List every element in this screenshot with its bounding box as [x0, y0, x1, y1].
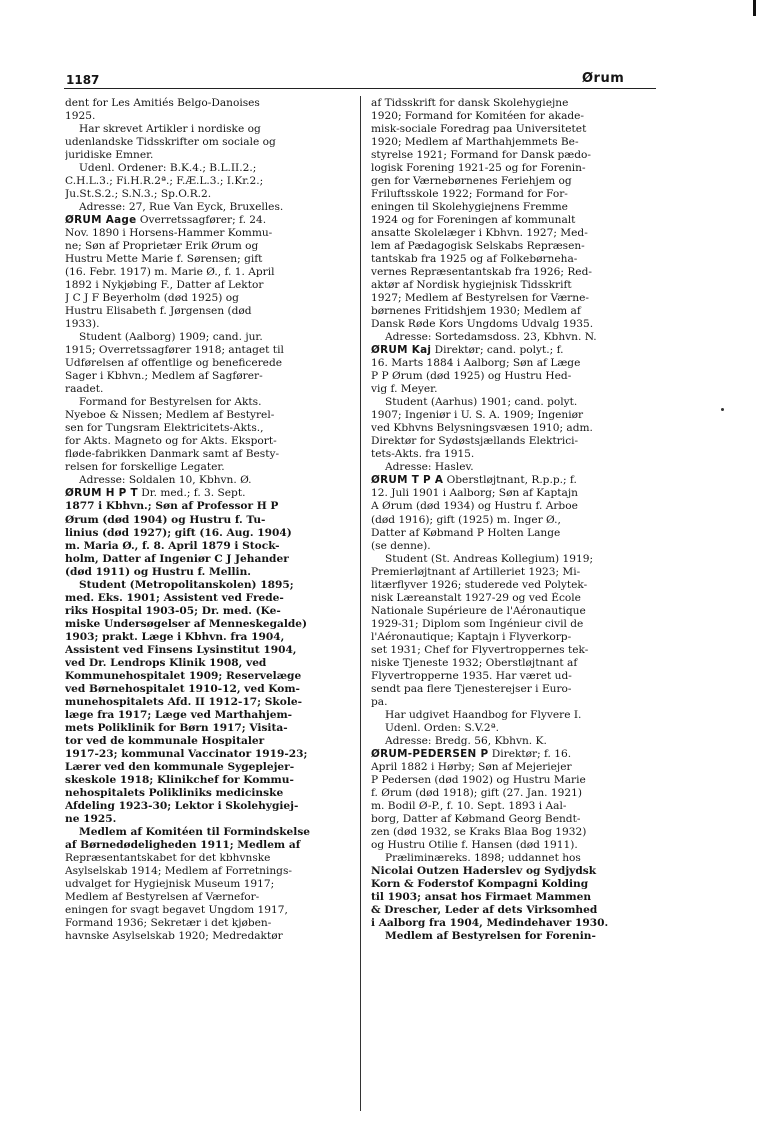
right-column	[371, 97, 647, 1112]
line-text: 1925.	[65, 110, 96, 123]
line-text: linius (død 1927); gift (16. Aug. 1904)	[65, 526, 292, 539]
text-line	[65, 891, 341, 904]
entry-headword: ØRUM-PEDERSEN P	[371, 747, 489, 760]
text-line	[371, 761, 647, 774]
line-text: Udenl. Ordener: B.K.4.; B.L.II.2.;	[79, 162, 257, 175]
line-text: 12. Juli 1901 i Aalborg; Søn af Kaptajn	[371, 487, 578, 500]
line-text: relsen for forskellige Legater.	[65, 461, 225, 474]
text-line	[371, 878, 647, 891]
line-text: 1907; Ingeniør i U. S. A. 1909; Ingeniør	[371, 409, 584, 422]
line-text: sen for Tungsram Elektricitets-Akts.,	[65, 422, 264, 435]
text-line	[371, 618, 647, 631]
line-text: riks Hospital 1903-05; Dr. med. (Ke-	[65, 604, 281, 617]
line-text: 1915; Overretssagfører 1918; antaget til	[65, 344, 284, 357]
line-text: ved Børnehospitalet 1910-12, ved Kom-	[65, 682, 300, 695]
text-line	[65, 605, 341, 618]
line-text: Repræsentantskabet for det kbhvnske	[65, 851, 271, 864]
line-text: A Ørum (død 1934) og Hustru f. Arboe	[371, 500, 578, 513]
text-line	[371, 279, 647, 292]
line-text: Nov. 1890 i Horsens-Hammer Kommu-	[65, 227, 273, 240]
line-text: og Hustru Otilie f. Hansen (død 1911).	[371, 838, 578, 851]
line-text: Flyvertropperne 1935. Har været ud-	[371, 669, 572, 682]
text-line	[65, 839, 341, 852]
line-text: Medlem af Komitéen til Formindskelse	[79, 825, 311, 838]
text-line	[371, 930, 647, 943]
text-line	[65, 566, 341, 579]
text-line	[65, 553, 341, 566]
text-line	[65, 474, 341, 487]
text-line	[65, 266, 341, 279]
line-text: Kommunehospitalet 1909; Reservelæge	[65, 669, 302, 682]
line-text: J C J F Beyerholm (død 1925) og	[65, 292, 239, 305]
text-line	[371, 435, 647, 448]
line-text: Har skrevet Artikler i nordiske og	[79, 123, 261, 136]
text-line	[65, 435, 341, 448]
text-line	[65, 240, 341, 253]
line-text: (se denne).	[371, 539, 431, 552]
line-text: vig f. Meyer.	[371, 383, 438, 396]
line-text: 1892 i Nykjøbing F., Datter af Lektor	[65, 279, 264, 292]
text-line	[371, 240, 647, 253]
text-line	[65, 904, 341, 917]
line-text: Sager i Kbhvn.; Medlem af Sagfører-	[65, 370, 263, 383]
text-line	[371, 292, 647, 305]
text-line	[65, 500, 341, 513]
text-line	[65, 670, 341, 683]
left-column	[65, 97, 341, 1112]
text-line	[65, 735, 341, 748]
text-line	[65, 930, 341, 943]
line-text: Adresse: 27, Rue Van Eyck, Bruxelles.	[79, 201, 284, 214]
line-text: holm, Datter af Ingeniør C J Jehander	[65, 552, 289, 565]
line-text: til 1903; ansat hos Firmaet Mammen	[371, 890, 592, 903]
text-line	[371, 657, 647, 670]
text-line	[371, 670, 647, 683]
line-text: udenlandske Tidsskrifter om sociale og	[65, 136, 276, 149]
text-line	[65, 344, 341, 357]
line-text: Adresse: Sortedamsdoss. 23, Kbhvn. N.	[385, 331, 597, 344]
text-line	[371, 357, 647, 370]
text-line	[371, 566, 647, 579]
line-text: Asylselskab 1914; Medlem af Forretnings-	[65, 864, 292, 877]
line-text: 1920; Formand for Komitéen for akade-	[371, 110, 585, 123]
line-text: Datter af Købmand P Holten Lange	[371, 526, 561, 539]
line-text: Hustru Elisabeth f. Jørgensen (død	[65, 305, 252, 318]
line-text: Assistent ved Finsens Lysinstitut 1904,	[65, 643, 297, 656]
text-line	[65, 514, 341, 527]
text-line	[371, 162, 647, 175]
text-line	[65, 644, 341, 657]
line-text: Udførelsen af offentlige og beneficerede	[65, 357, 283, 370]
line-text: Medlem af Bestyrelsen af Værnefor-	[65, 890, 260, 903]
line-text: 1877 i Kbhvn.; Søn af Professor H P	[65, 500, 279, 513]
text-line	[65, 748, 341, 761]
text-line	[65, 461, 341, 474]
line-text: i Aalborg fra 1904, Medindehaver 1930.	[371, 916, 609, 929]
text-line	[371, 800, 647, 813]
line-text: Premierløjtnant af Artilleriet 1923; Mi-	[371, 565, 581, 578]
line-text: litærflyver 1926; studerede ved Polytek-	[371, 578, 588, 591]
line-text: 16. Marts 1884 i Aalborg; Søn af Læge	[371, 357, 581, 370]
line-text: Hustru Mette Marie f. Sørensen; gift	[65, 253, 263, 266]
text-line	[65, 188, 341, 201]
text-line	[371, 123, 647, 136]
line-text: Ørum (død 1904) og Hustru f. Tu-	[65, 513, 266, 526]
text-line	[65, 709, 341, 722]
text-line	[65, 97, 341, 110]
line-text: tantskab fra 1925 og af Folkebørneha-	[371, 253, 578, 266]
line-text: 1929-31; Diplom som Ingénieur civil de	[371, 617, 584, 630]
line-text: skeskole 1918; Klinikchef for Kommu-	[65, 773, 294, 786]
line-text: Student (St. Andreas Kollegium) 1919;	[385, 552, 594, 565]
line-text: Overretssagfører; f. 24.	[136, 214, 267, 227]
line-text: Medlem af Bestyrelsen for Forenin-	[385, 930, 596, 942]
line-text: munehospitalets Afd. II 1912-17; Skole-	[65, 695, 302, 708]
line-text: Har udgivet Haandbog for Flyvere I.	[385, 708, 582, 721]
entry-headword: ØRUM Kaj	[371, 344, 432, 357]
text-line	[65, 357, 341, 370]
text-line	[371, 553, 647, 566]
line-text: Friluftsskole 1922; Formand for For-	[371, 188, 568, 201]
line-text: logisk Forening 1921-25 og for Forenin-	[371, 162, 586, 175]
entry-headword: ØRUM T P A	[371, 474, 444, 487]
line-text: Adresse: Soldalen 10, Kbhvn. Ø.	[79, 474, 252, 487]
line-text: eningen til Skolehygiejnens Fremme	[371, 201, 568, 214]
running-head: Ørum	[582, 71, 625, 86]
column-divider	[360, 96, 361, 1111]
line-text: udvalget for Hygiejnisk Museum 1917;	[65, 877, 275, 890]
line-text: nehospitalets Polikliniks medicinske	[65, 786, 284, 799]
line-text: tor ved de kommunale Hospitaler	[65, 734, 265, 747]
text-line	[371, 448, 647, 461]
text-line	[371, 500, 647, 513]
line-text: 1903; prakt. Læge i Kbhvn. fra 1904,	[65, 630, 285, 643]
text-line	[371, 331, 647, 344]
line-text: C.H.L.3.; Fi.H.R.2ª.; F.Æ.L.3.; I.Kr.2.;	[65, 175, 264, 188]
line-text: børnenes Fritidshjem 1930; Medlem af	[371, 305, 581, 318]
header-rule	[64, 88, 656, 89]
text-line	[371, 787, 647, 800]
line-text: 1927; Medlem af Bestyrelsen for Værne-	[371, 292, 589, 305]
line-text: Nicolai Outzen Haderslev og Sydjydsk	[371, 864, 597, 877]
text-line	[371, 305, 647, 318]
text-line	[371, 188, 647, 201]
text-line	[371, 722, 647, 735]
line-text: vernes Repræsentantskab fra 1926; Red-	[371, 266, 592, 279]
line-text: Student (Metropolitanskolen) 1895;	[79, 578, 294, 591]
line-text: læge fra 1917; Læge ved Marthahjem-	[65, 708, 293, 721]
text-line	[65, 279, 341, 292]
text-line	[371, 149, 647, 162]
text-line	[65, 201, 341, 214]
text-line	[65, 227, 341, 240]
line-text: Student (Aarhus) 1901; cand. polyt.	[385, 396, 578, 409]
line-text: med. Eks. 1901; Assistent ved Frede-	[65, 591, 284, 604]
line-text: niske Tjeneste 1932; Oberstløjtnant af	[371, 656, 578, 669]
entry-heading-line	[371, 474, 647, 487]
line-text: Dansk Røde Kors Ungdoms Udvalg 1935.	[371, 318, 594, 331]
entry-headword: ØRUM Aage	[65, 214, 137, 227]
entry-headword: ØRUM H P T	[65, 487, 138, 500]
line-text: 1917-23; kommunal Vaccinator 1919-23;	[65, 747, 308, 760]
text-line	[65, 878, 341, 891]
entry-heading-line	[371, 344, 647, 357]
text-line	[65, 253, 341, 266]
line-text: Formand 1936; Sekretær i det kjøben-	[65, 916, 272, 929]
text-line	[65, 162, 341, 175]
text-line	[371, 318, 647, 331]
text-line	[371, 514, 647, 527]
text-line	[371, 214, 647, 227]
text-line	[65, 318, 341, 331]
text-line	[65, 383, 341, 396]
line-text: (død 1916); gift (1925) m. Inger Ø.,	[371, 513, 561, 526]
text-line	[65, 540, 341, 553]
text-line	[371, 891, 647, 904]
line-text: Direktør; f. 16.	[488, 747, 572, 760]
line-text: (død 1911) og Hustru f. Mellin.	[65, 565, 251, 578]
line-text: af Tidsskrift for dansk Skolehygiejne	[371, 97, 569, 109]
text-line	[65, 592, 341, 605]
line-text: 1924 og for Foreningen af kommunalt	[371, 214, 576, 227]
line-text: borg, Datter af Købmand Georg Bendt-	[371, 812, 581, 825]
line-text: tets-Akts. fra 1915.	[371, 448, 475, 461]
text-line	[371, 774, 647, 787]
line-text: f. Ørum (død 1918); gift (27. Jan. 1921)	[371, 786, 583, 799]
line-text: ved Dr. Lendrops Klinik 1908, ved	[65, 656, 267, 669]
text-line	[65, 370, 341, 383]
line-text: ansatte Skolelæger i Kbhvn. 1927; Med-	[371, 227, 588, 240]
line-text: Ju.St.S.2.; S.N.3.; Sp.O.R.2.	[65, 188, 212, 201]
line-text: Adresse: Haslev.	[385, 461, 474, 474]
line-text: ne; Søn af Proprietær Erik Ørum og	[65, 240, 259, 253]
line-text: gen for Værnebørnenes Feriehjem og	[371, 175, 572, 188]
line-text: misk-sociale Foredrag paa Universitetet	[371, 123, 587, 136]
text-line	[371, 370, 647, 383]
line-text: Nyeboe & Nissen; Medlem af Bestyrel-	[65, 409, 275, 422]
line-text: ne 1925.	[65, 812, 117, 825]
text-line	[371, 579, 647, 592]
line-text: & Drescher, Leder af dets Virksomhed	[371, 903, 598, 916]
text-line	[371, 917, 647, 930]
line-text: Student (Aalborg) 1909; cand. jur.	[79, 331, 263, 344]
line-text: havnske Asylselskab 1920; Medredaktør	[65, 930, 283, 942]
line-text: sendt paa flere Tjenesterejser i Euro-	[371, 682, 572, 695]
text-line	[65, 618, 341, 631]
text-line	[371, 110, 647, 123]
text-line	[371, 631, 647, 644]
text-line	[65, 579, 341, 592]
line-text: m. Maria Ø., f. 8. April 1879 i Stock-	[65, 539, 280, 552]
text-line	[65, 852, 341, 865]
text-line	[371, 396, 647, 409]
text-line	[371, 813, 647, 826]
text-line	[371, 136, 647, 149]
line-text: Nationale Supérieure de l'Aéronautique	[371, 604, 586, 617]
text-line	[371, 735, 647, 748]
text-line	[371, 826, 647, 839]
text-line	[371, 266, 647, 279]
text-line	[65, 826, 341, 839]
entry-heading-line	[65, 214, 341, 227]
text-line	[371, 592, 647, 605]
line-text: P P Ørum (død 1925) og Hustru Hed-	[371, 370, 572, 383]
text-line	[371, 383, 647, 396]
text-line	[371, 527, 647, 540]
text-line	[371, 175, 647, 188]
text-line	[65, 631, 341, 644]
text-line	[65, 175, 341, 188]
line-text: Direktør; cand. polyt.; f.	[431, 344, 564, 357]
line-text: set 1931; Chef for Flyvertroppernes tek-	[371, 643, 589, 656]
line-text: Adresse: Bredg. 56, Kbhvn. K.	[385, 734, 547, 747]
text-line	[65, 774, 341, 787]
line-text: l'Aéronautique; Kaptajn i Flyverkorp-	[371, 630, 572, 643]
scan-edge-mark	[753, 0, 756, 16]
text-line	[65, 683, 341, 696]
line-text: Dr. med.; f. 3. Sept.	[137, 487, 246, 500]
line-text: m. Bodil Ø-P., f. 10. Sept. 1893 i Aal-	[371, 799, 567, 812]
text-line	[65, 305, 341, 318]
text-line	[371, 461, 647, 474]
line-text: April 1882 i Hørby; Søn af Mejeriejer	[371, 760, 572, 773]
text-line	[371, 839, 647, 852]
line-text: mets Poliklinik for Børn 1917; Visita-	[65, 721, 288, 734]
scan-speck	[721, 408, 724, 411]
text-line	[65, 396, 341, 409]
text-line	[65, 409, 341, 422]
line-text: P Pedersen (død 1902) og Hustru Marie	[371, 773, 586, 786]
text-line	[65, 123, 341, 136]
entry-heading-line	[371, 748, 647, 761]
line-text: Direktør for Sydøstsjællands Elektrici-	[371, 435, 579, 448]
line-text: Oberstløjtnant, R.p.p.; f.	[443, 474, 577, 487]
line-text: Korn & Foderstof Kompagni Kolding	[371, 877, 589, 890]
line-text: fløde-fabrikken Danmark samt af Besty-	[65, 448, 280, 461]
text-line	[371, 227, 647, 240]
text-line	[65, 292, 341, 305]
text-line	[371, 253, 647, 266]
text-line	[65, 813, 341, 826]
line-text: dent for Les Amitiés Belgo-Danoises	[65, 97, 260, 109]
line-text: Præliminæreks. 1898; uddannet hos	[385, 851, 581, 864]
text-line	[371, 644, 647, 657]
line-text: raadet.	[65, 383, 104, 396]
text-line	[65, 448, 341, 461]
page-number: 1187	[66, 73, 100, 87]
text-line	[65, 149, 341, 162]
text-line	[371, 852, 647, 865]
line-text: Udenl. Orden: S.V.2ª.	[385, 721, 500, 734]
text-line	[371, 683, 647, 696]
text-line	[371, 540, 647, 553]
text-line	[371, 201, 647, 214]
text-line	[65, 800, 341, 813]
line-text: juridiske Emner.	[65, 149, 154, 162]
text-line	[65, 331, 341, 344]
text-line	[65, 110, 341, 123]
text-line	[65, 136, 341, 149]
text-line	[65, 696, 341, 709]
text-line	[371, 97, 647, 110]
text-line	[371, 865, 647, 878]
text-line	[371, 709, 647, 722]
line-text: lem af Pædagogisk Selskabs Repræsen-	[371, 240, 585, 253]
text-line	[65, 422, 341, 435]
line-text: (16. Febr. 1917) m. Marie Ø., f. 1. April	[65, 266, 275, 279]
line-text: nisk Læreanstalt 1927-29 og ved École	[371, 591, 581, 604]
text-line	[65, 722, 341, 735]
line-text: zen (død 1932, se Kraks Blaa Bog 1932)	[371, 825, 587, 838]
line-text: Lærer ved den kommunale Sygeplejer-	[65, 760, 295, 773]
text-line	[371, 422, 647, 435]
text-line	[371, 487, 647, 500]
text-line	[65, 657, 341, 670]
text-line	[65, 761, 341, 774]
line-text: eningen for svagt begavet Ungdom 1917,	[65, 903, 288, 916]
line-text: miske Undersøgelser af Menneskegalde)	[65, 617, 308, 630]
entry-heading-line	[65, 487, 341, 500]
text-line	[371, 904, 647, 917]
text-line	[371, 605, 647, 618]
text-line	[371, 696, 647, 709]
text-line	[65, 787, 341, 800]
line-text: 1920; Medlem af Marthahjemmets Be-	[371, 136, 579, 149]
line-text: Formand for Bestyrelsen for Akts.	[79, 396, 262, 409]
line-text: aktør af Nordisk hygiejnisk Tidsskrift	[371, 279, 572, 292]
line-text: for Akts. Magneto og for Akts. Eksport-	[65, 435, 277, 448]
line-text: pa.	[371, 695, 388, 708]
line-text: ved Kbhvns Belysningsvæsen 1910; adm.	[371, 422, 593, 435]
line-text: 1933).	[65, 318, 100, 331]
text-line	[65, 865, 341, 878]
line-text: af Børnedødeligheden 1911; Medlem af	[65, 838, 301, 851]
text-line	[65, 917, 341, 930]
line-text: styrelse 1921; Formand for Dansk pædo-	[371, 149, 591, 162]
line-text: Afdeling 1923-30; Lektor i Skolehygiej-	[65, 799, 299, 812]
text-line	[65, 527, 341, 540]
text-line	[371, 409, 647, 422]
